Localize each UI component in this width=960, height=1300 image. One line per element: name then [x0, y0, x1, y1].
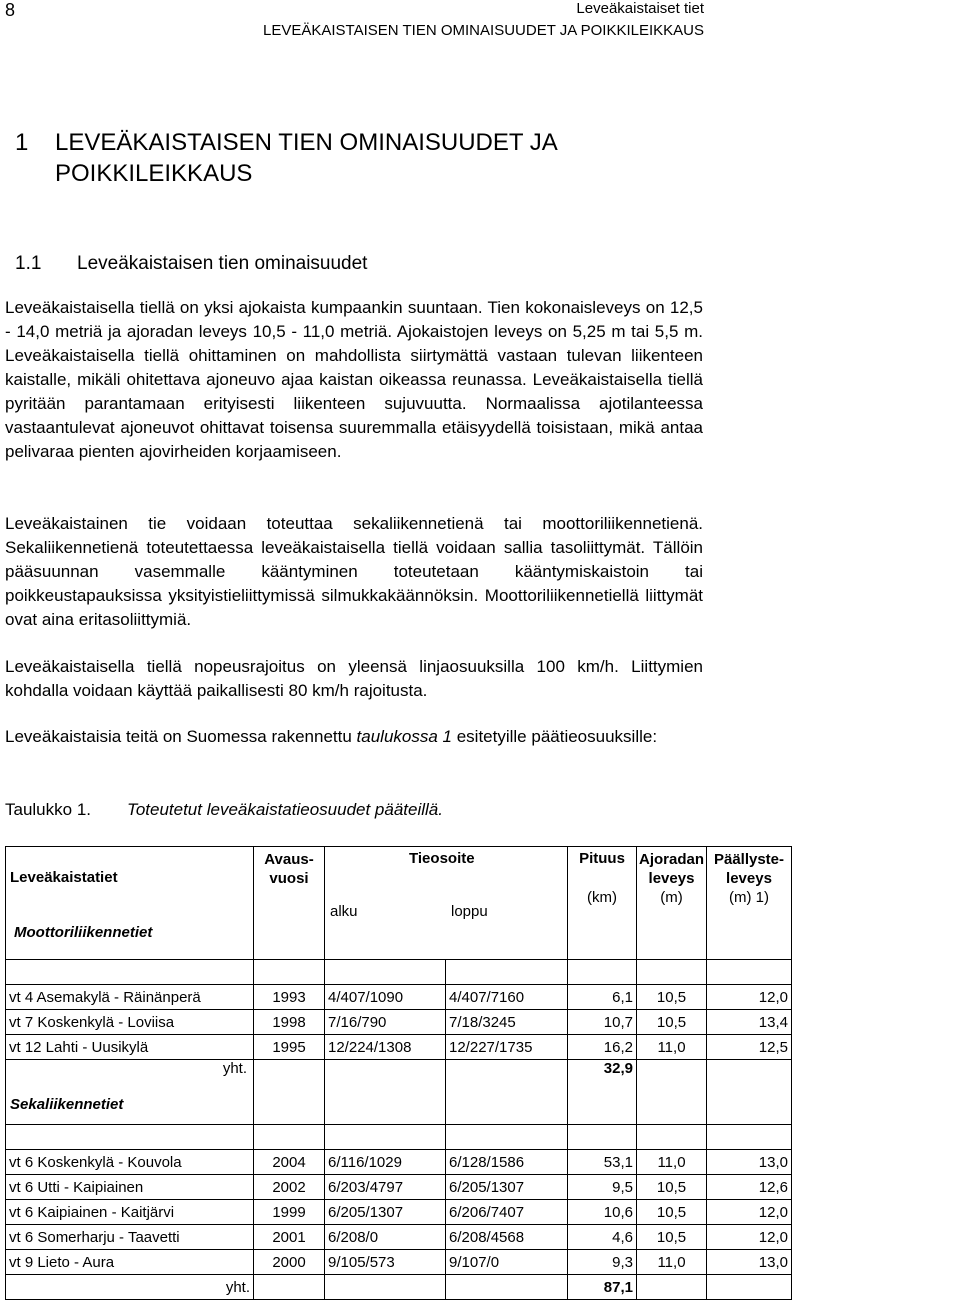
cell-pavement: 12,0 — [707, 1200, 792, 1225]
cell-name: vt 6 Somerharju - Taavetti — [6, 1225, 254, 1250]
header-pavement-width-line2: leveys — [726, 870, 772, 887]
subtotal-label: yht. — [6, 1275, 254, 1300]
cell-year: 2000 — [254, 1250, 325, 1275]
chapter-title-line1: LEVEÄKAISTAISEN TIEN OMINAISUUDET JA — [55, 129, 558, 156]
paragraph-3: Leveäkaistaisella tiellä nopeusrajoitus on yleensä linjaosuuksilla 100 km/h. Liittymien kohdalla voidaan käyttää paikallisesti 80 km/h rajoitusta. — [5, 657, 703, 700]
header-length-line1: Pituus — [579, 850, 625, 867]
cell-start: 4/407/1090 — [325, 985, 446, 1010]
cell-start: 9/105/573 — [325, 1250, 446, 1275]
paragraph-4 — [5, 725, 703, 749]
cell-end: 4/407/7160 — [446, 985, 568, 1010]
section-heading — [15, 253, 367, 275]
cell-pavement: 12,5 — [707, 1035, 792, 1060]
cell-pavement: 12,0 — [707, 985, 792, 1010]
chapter-number: 1 — [15, 129, 29, 156]
table-caption-label: Taulukko 1. — [5, 800, 91, 819]
table-row — [6, 1200, 792, 1225]
cell-length: 6,1 — [568, 985, 637, 1010]
table-caption — [5, 800, 443, 820]
cell-pavement: 13,0 — [707, 1150, 792, 1175]
section-title: Leveäkaistaisen tien ominaisuudet — [77, 253, 368, 274]
cell-road-width: 11,0 — [637, 1035, 707, 1060]
cell-road-width: 10,5 — [637, 1200, 707, 1225]
spacer-row — [6, 1125, 792, 1150]
page-number: 8 — [5, 0, 16, 20]
cell-road-width: 10,5 — [637, 985, 707, 1010]
cell-length: 53,1 — [568, 1150, 637, 1175]
table-row — [6, 985, 792, 1010]
header-pavement-width-line1: Päällyste- — [713, 851, 785, 868]
cell-length: 4,6 — [568, 1225, 637, 1250]
cell-end: 6/205/1307 — [446, 1175, 568, 1200]
header-pavement-width-line3: (m) 1) — [729, 889, 769, 906]
chapter-heading — [15, 127, 558, 189]
cell-length: 9,3 — [568, 1250, 637, 1275]
table-row — [6, 1225, 792, 1250]
header-road-width-line2: leveys — [648, 870, 695, 887]
header-section-cell — [6, 847, 254, 960]
cell-start: 6/205/1307 — [325, 1200, 446, 1225]
cell-start: 6/208/0 — [325, 1225, 446, 1250]
table-row — [6, 1175, 792, 1200]
cell-end: 9/107/0 — [446, 1250, 568, 1275]
header-opening-year — [254, 847, 325, 960]
cell-year: 2001 — [254, 1225, 325, 1250]
header-length-line2: (km) — [587, 889, 617, 906]
table-row — [6, 1150, 792, 1175]
cell-end: 6/128/1586 — [446, 1150, 568, 1175]
cell-road-width: 11,0 — [637, 1150, 707, 1175]
cell-road-width: 10,5 — [637, 1010, 707, 1035]
spacer-row — [6, 960, 792, 985]
subtotal-row — [6, 1060, 792, 1125]
header-opening-year-line1: Avaus- — [264, 851, 314, 868]
cell-end: 6/208/4568 — [446, 1225, 568, 1250]
cell-start: 7/16/790 — [325, 1010, 446, 1035]
table-caption-text: Toteutetut leveäkaistatieosuudet pääteillä. — [127, 800, 443, 819]
cell-length: 10,7 — [568, 1010, 637, 1035]
header-road-width-line3: (m) — [660, 889, 683, 906]
cell-year: 1995 — [254, 1035, 325, 1060]
cell-name: vt 7 Koskenkylä - Loviisa — [6, 1010, 254, 1035]
running-header-title: Leveäkaistaiset tiet — [576, 0, 704, 17]
paragraph-4-text-a: Leveäkaistaisia teitä on Suomessa rakennettu — [5, 727, 357, 746]
cell-start: 6/116/1029 — [325, 1150, 446, 1175]
road-sections-table — [5, 846, 792, 1300]
header-length — [568, 847, 637, 960]
cell-name: vt 9 Lieto - Aura — [6, 1250, 254, 1275]
cell-pavement: 12,0 — [707, 1225, 792, 1250]
table-row — [6, 1010, 792, 1035]
subtotal-length: 32,9 — [568, 1060, 637, 1125]
header-opening-year-line2: vuosi — [269, 870, 309, 887]
cell-year: 2004 — [254, 1150, 325, 1175]
subtotal-row — [6, 1275, 792, 1300]
cell-road-width: 10,5 — [637, 1225, 707, 1250]
cell-year: 1999 — [254, 1200, 325, 1225]
cell-name: vt 6 Utti - Kaipiainen — [6, 1175, 254, 1200]
table-reference: taulukossa 1 — [356, 727, 452, 746]
header-road-width-line1: Ajoradan — [638, 851, 704, 868]
cell-year: 1993 — [254, 985, 325, 1010]
cell-length: 10,6 — [568, 1200, 637, 1225]
table-row — [6, 1250, 792, 1275]
header-road-address-title: Tieosoite — [409, 850, 475, 867]
header-road-address — [325, 847, 568, 960]
cell-start: 12/224/1308 — [325, 1035, 446, 1060]
header-address-end: loppu — [451, 903, 488, 920]
cell-road-width: 10,5 — [637, 1175, 707, 1200]
group-heading-motorways: Moottoriliikennetiet — [14, 924, 153, 941]
paragraph-2: Leveäkaistainen tie voidaan toteuttaa sekaliikennetienä tai moottoriliikennetienä. Sekaliikennetienä toteutettaessa leveäkaistaisella tiellä voidaan sallia tasoliittymät. Tällöin pääsuunnan vasemmalle kääntyminen toteutetaan kääntymiskaistoin tai poikkeustapauksissa yksityistieliittymissä silmukkakäännöksin. Moottoriliikennetiellä liittymät ovat aina eritasoliittymiä. — [5, 514, 703, 629]
header-pavement-width — [707, 847, 792, 960]
paragraph-1: Leveäkaistaisella tiellä on yksi ajokaista kumpaankin suuntaan. Tien kokonaisleveys on 12,5 - 14,0 metriä ja ajoradan leveys 10,5 - 11,0 metriä. Ajokaistojen leveys on 5,25 m tai 5,5 m. Leveäkaistaisella tiellä ohittaminen on mahdollista siirtymättä vastaan tulevan liikenteen kaistalle, mikäli ohitettava ajoneuvo ajaa kaistan oikeassa reunassa. Leveäkaistaisella tiellä pyritään parantamaan erityisesti liikenteen sujuvuutta. Normaalissa ajotilanteessa vastaantulevat ajoneuvot ohittavat toisensa suuremmalla etäisyydellä toisistaan, mikä antaa pelivaraa pienten ajovirheiden korjaamiseen. — [5, 298, 703, 461]
header-road-width — [637, 847, 707, 960]
cell-pavement: 12,6 — [707, 1175, 792, 1200]
running-header-subtitle: LEVEÄKAISTAISEN TIEN OMINAISUUDET JA POIKKILEIKKAUS — [263, 22, 704, 39]
cell-start: 6/203/4797 — [325, 1175, 446, 1200]
cell-year: 1998 — [254, 1010, 325, 1035]
group-heading-cell — [6, 1060, 254, 1125]
group-heading-mixed: Sekaliikennetiet — [10, 1096, 124, 1113]
cell-road-width: 11,0 — [637, 1250, 707, 1275]
cell-name: vt 6 Koskenkylä - Kouvola — [6, 1150, 254, 1175]
table-header-row — [6, 847, 792, 960]
cell-name: vt 12 Lahti - Uusikylä — [6, 1035, 254, 1060]
cell-year: 2002 — [254, 1175, 325, 1200]
cell-end: 7/18/3245 — [446, 1010, 568, 1035]
subtotal-length: 87,1 — [568, 1275, 637, 1300]
paragraph-4-text-b: esitetyille päätieosuuksille: — [452, 727, 658, 746]
subtotal-label: yht. — [222, 1060, 247, 1077]
chapter-title-line2: POIKKILEIKKAUS — [55, 160, 253, 187]
cell-name: vt 4 Asemakylä - Räinänperä — [6, 985, 254, 1010]
cell-length: 16,2 — [568, 1035, 637, 1060]
header-address-start: alku — [330, 903, 358, 920]
cell-end: 12/227/1735 — [446, 1035, 568, 1060]
cell-pavement: 13,4 — [707, 1010, 792, 1035]
cell-name: vt 6 Kaipiainen - Kaitjärvi — [6, 1200, 254, 1225]
header-section-title: Leveäkaistatiet — [10, 869, 118, 886]
cell-end: 6/206/7407 — [446, 1200, 568, 1225]
table-row — [6, 1035, 792, 1060]
cell-pavement: 13,0 — [707, 1250, 792, 1275]
section-number: 1.1 — [15, 253, 42, 274]
cell-length: 9,5 — [568, 1175, 637, 1200]
